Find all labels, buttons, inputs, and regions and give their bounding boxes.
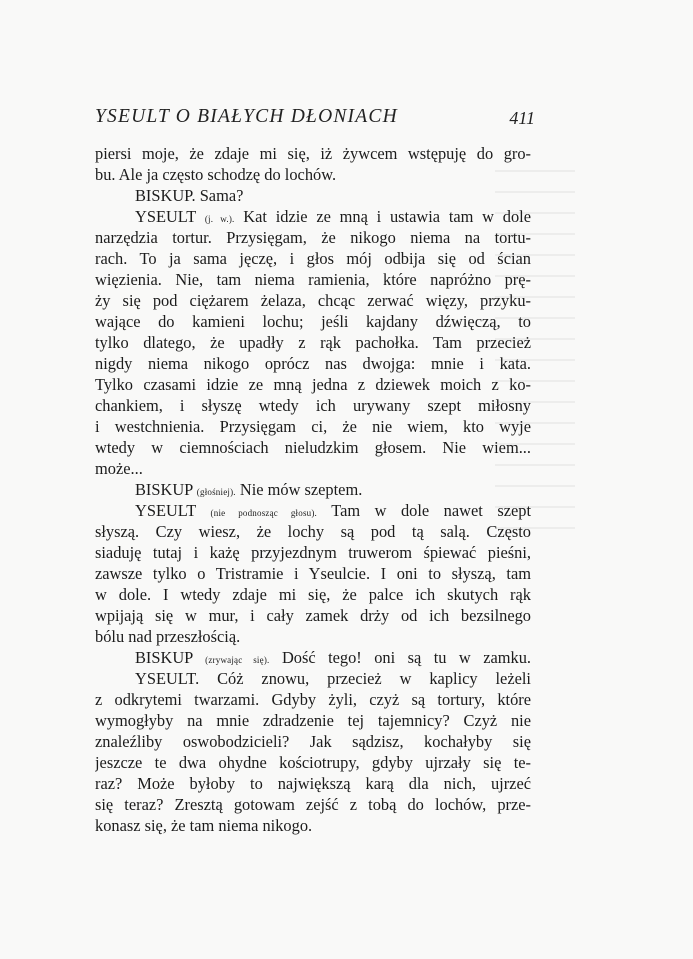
speaker-line: BISKUP. Sama? — [135, 186, 244, 205]
text-line: konasz się, że tam niema nikogo. — [95, 816, 313, 835]
speaker-name: YSEULT. — [135, 669, 200, 688]
speaker-line: BISKUP (głośniej). Nie mów szeptem. — [135, 480, 363, 499]
speaker-name: YSEULT — [135, 207, 197, 226]
text-line: bólu nad przeszłością. — [95, 627, 241, 646]
text-line: zawsze tylko o Tristramie i Yseulcie. I oni to słyszą, tam — [95, 564, 531, 583]
text-line: raz? Może byłoby to największą karą dla nich, ujrzeć — [95, 774, 531, 793]
text-line: bu. Ale ja często schodzę do lochów. — [95, 165, 337, 184]
speaker-name: BISKUP — [135, 648, 193, 667]
speaker-name: BISKUP — [135, 480, 193, 499]
text-line: więzienia. Nie, tam niema ramienia, które napróżno prę- — [95, 270, 531, 289]
text-line: wające do kamieni lochu; jeśli kajdany dźwięczą, to — [95, 312, 531, 331]
text-line: się teraz? Zresztą gotowam zejść z tobą do lochów, prze- — [95, 795, 531, 814]
text-line: chankiem, i słyszę wtedy ich urywany szept miłosny — [95, 396, 531, 415]
speaker-line: YSEULT (nie podnosząc głosu). Tam w dole nawet szept — [135, 501, 531, 520]
text-line: jeszcze te dwa ohydne kościotrupy, gdyby ujrzały się te- — [95, 753, 531, 772]
running-title: YSEULT O BIAŁYCH DŁONIACH — [95, 106, 398, 127]
text-line: narzędzia tortur. Przysięgam, że nikogo niema na tortu- — [95, 228, 531, 247]
text-line: tylko dlatego, że upadły z rąk pachołka. Tam przecież — [95, 333, 531, 352]
text-line: w dole. I wtedy zdaje mi się, że palce ich skutych rąk — [95, 585, 531, 604]
stage-direction: (j. w.). — [204, 214, 235, 224]
speaker-line: YSEULT. Cóż znowu, przecież w kaplicy leżeli — [135, 669, 531, 688]
stage-direction: (nie podnosząc głosu). — [210, 508, 317, 518]
speaker-line: BISKUP (zrywając się). Dość tego! oni są tu w zamku. — [135, 648, 531, 667]
text-line: z odkrytemi twarzami. Gdyby żyli, czyż są tortury, które — [95, 690, 531, 709]
speaker-line: YSEULT (j. w.). Kat idzie ze mną i ustawia tam w dole — [135, 207, 531, 226]
dialogue-text — [95, 143, 531, 836]
text-line: Tylko czasami idzie ze mną jedna z dziewek moich z ko- — [95, 375, 531, 394]
page-number: 411 — [509, 108, 535, 128]
speaker-name: YSEULT — [135, 501, 197, 520]
text-line: wtedy w ciemnościach nieludzkim głosem. Nie wiem... — [95, 438, 531, 457]
text-line: siaduję tutaj i każę przyjezdnym truwerom śpiewać pieśni, — [95, 543, 531, 562]
text-line: nigdy niema nikogo oprócz nas dwojga: mnie i kata. — [95, 354, 531, 373]
stage-direction: (zrywając się). — [205, 655, 270, 665]
text-line: może... — [95, 459, 143, 478]
text-line: rach. To ja sama jęczę, i głos mój odbija się od ścian — [95, 249, 531, 268]
text-line: ży się pod ciężarem żelaza, chcąc zerwać więzy, przyku- — [95, 291, 531, 310]
stage-direction: (głośniej). — [196, 487, 236, 497]
text-line: wymogłyby na mnie zdradzenie tej tajemnicy? Czyż nie — [95, 711, 531, 730]
page-header — [95, 106, 535, 134]
text-line: piersi moje, że zdaje mi się, iż żywcem wstępuję do gro- — [95, 144, 531, 163]
text-line: i westchnienia. Przysięgam ci, że nie wiem, kto wyje — [95, 417, 531, 436]
text-line: znaleźliby oswobodzicieli? Jak sądzisz, kochałyby się — [95, 732, 531, 751]
text-line: wpijają się w mur, i cały zamek drży od ich bezsilnego — [95, 606, 531, 625]
text-line: słyszą. Czy wiesz, że lochy są pod tą salą. Często — [95, 522, 531, 541]
speaker-name: BISKUP. — [135, 186, 196, 205]
